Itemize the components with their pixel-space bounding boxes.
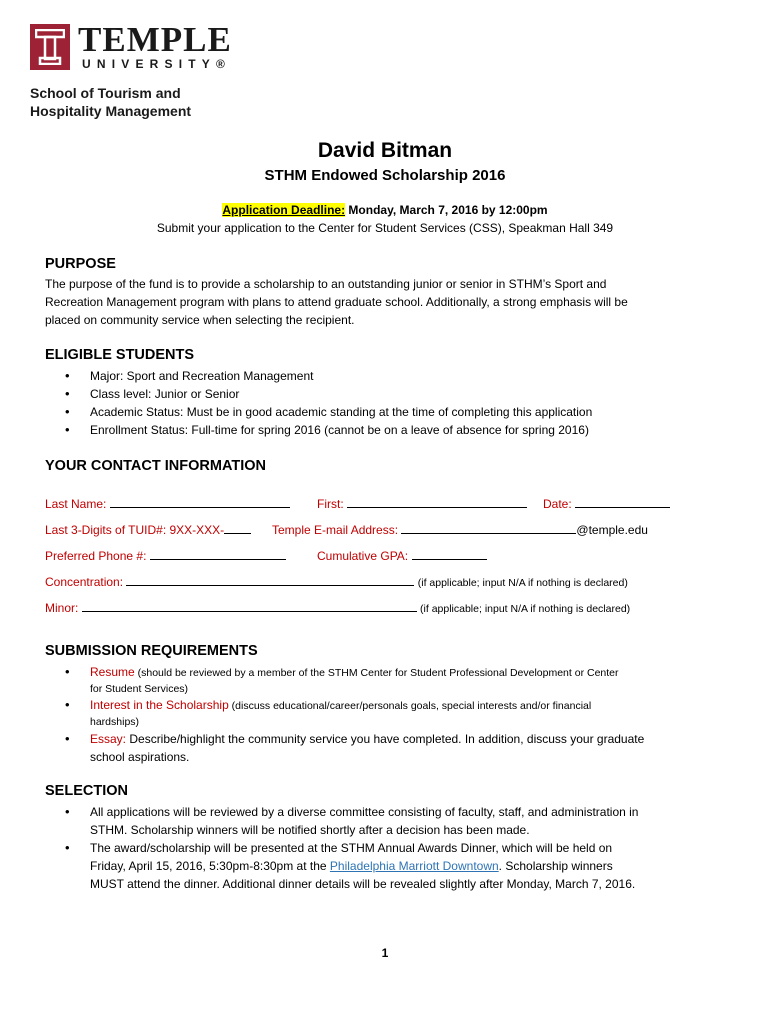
purpose-line: Recreation Management program with plans to attend graduate school. Additionally, a strong emphasis will be — [45, 295, 628, 309]
phone-label: Preferred Phone #: — [45, 549, 147, 563]
purpose-text — [45, 275, 725, 329]
tuid-line[interactable] — [224, 521, 251, 534]
selection-text-cont: STHM. Scholarship winners will be notified shortly after a decision has been made. — [90, 823, 530, 837]
concentration-note: (if applicable; input N/A if nothing is declared) — [417, 577, 628, 589]
selection-text: The award/scholarship will be presented at the STHM Annual Awards Dinner, which will be held on — [90, 841, 613, 855]
minor-field[interactable] — [45, 599, 630, 617]
list-item — [45, 803, 695, 839]
list-item: • Academic Status: Must be in good academic standing at the time of completing this application — [45, 403, 695, 421]
gpa-field[interactable] — [317, 547, 487, 564]
list-item: • Class level: Junior or Senior — [45, 385, 695, 403]
list-item — [45, 697, 695, 730]
first-name-field[interactable] — [317, 495, 527, 512]
resume-text-cont: for Student Services) — [90, 683, 189, 695]
phone-line[interactable] — [150, 547, 286, 560]
logo-university: UNIVERSITY® — [82, 57, 232, 71]
selection-text: All applications will be reviewed by a diverse committee consisting of faculty, staff, and administration in — [90, 805, 639, 819]
gpa-label: Cumulative GPA: — [317, 549, 409, 563]
submission-list — [45, 664, 695, 766]
school-line-2: Hospitality Management — [30, 103, 192, 119]
logo-wordmark: TEMPLE — [78, 20, 232, 59]
submission-location: Submit your application to the Center for Student Services (CSS), Speakman Hall 349 — [156, 221, 614, 235]
deadline-value: Monday, March 7, 2016 by 12:00pm — [345, 203, 548, 217]
first-name-line[interactable] — [347, 495, 527, 508]
concentration-field[interactable] — [45, 573, 628, 591]
concentration-line[interactable] — [126, 573, 414, 586]
eligible-list — [45, 367, 695, 439]
purpose-line: The purpose of the fund is to provide a scholarship to an outstanding junior or senior in STHM’s Sport and — [45, 277, 607, 291]
date-field[interactable] — [543, 495, 670, 512]
last-name-field[interactable] — [45, 495, 290, 512]
email-suffix: @temple.edu — [576, 523, 648, 537]
selection-heading: SELECTION — [45, 783, 128, 799]
minor-note: (if applicable; input N/A if nothing is declared) — [420, 603, 631, 615]
email-field[interactable] — [272, 521, 648, 538]
tuid-label: Last 3-Digits of TUID#: 9XX-XXX- — [45, 523, 225, 537]
resume-label: Resume — [90, 665, 135, 679]
essay-label: Essay: — [90, 732, 127, 746]
date-line[interactable] — [575, 495, 670, 508]
selection-text-cont: . Scholarship winners — [498, 859, 613, 873]
list-item — [45, 664, 695, 697]
minor-line[interactable] — [82, 599, 417, 612]
scholarship-title: STHM Endowed Scholarship 2016 — [264, 167, 506, 184]
selection-text-cont: Friday, April 15, 2016, 5:30pm-8:30pm at the — [90, 859, 330, 873]
email-line[interactable] — [401, 521, 576, 534]
date-label: Date: — [543, 497, 572, 511]
purpose-heading: PURPOSE — [45, 256, 116, 272]
eligible-heading: ELIGIBLE STUDENTS — [45, 347, 195, 363]
last-name-line[interactable] — [110, 495, 290, 508]
application-deadline — [0, 203, 770, 217]
gpa-line[interactable] — [412, 547, 487, 560]
page-number: 1 — [381, 946, 389, 960]
selection-list — [45, 803, 695, 893]
scholarship-donor-name: David Bitman — [317, 139, 453, 162]
list-item: • Enrollment Status: Full-time for spring 2016 (cannot be on a leave of absence for spring 2016) — [45, 421, 695, 439]
purpose-line: placed on community service when selecting the recipient. — [45, 313, 355, 327]
tuid-field[interactable] — [45, 521, 251, 538]
marriott-link[interactable]: Philadelphia Marriott Downtown — [329, 859, 499, 873]
contact-heading: YOUR CONTACT INFORMATION — [45, 458, 266, 474]
phone-field[interactable] — [45, 547, 286, 564]
list-item: • Major: Sport and Recreation Management — [45, 367, 695, 385]
last-name-label: Last Name: — [45, 497, 107, 511]
temple-t-icon — [30, 24, 70, 70]
deadline-label: Application Deadline: — [222, 203, 346, 217]
interest-label: Interest in the Scholarship — [90, 698, 229, 712]
first-name-label: First: — [317, 497, 344, 511]
selection-text-cont: MUST attend the dinner. Additional dinner details will be revealed slightly after Monday, March 7, 2016. — [90, 877, 636, 891]
list-item — [45, 730, 695, 766]
minor-label: Minor: — [45, 601, 79, 615]
interest-text: (discuss educational/career/personals goals, special interests and/or financial — [228, 700, 592, 712]
concentration-label: Concentration: — [45, 575, 124, 589]
essay-text-cont: school aspirations. — [90, 750, 190, 764]
list-item — [45, 839, 695, 893]
school-name — [30, 84, 191, 120]
email-label: Temple E-mail Address: — [272, 523, 399, 537]
submission-heading: SUBMISSION REQUIREMENTS — [45, 643, 258, 659]
resume-text: (should be reviewed by a member of the STHM Center for Student Professional Development or Center — [134, 667, 619, 679]
essay-text: Describe/highlight the community service you have completed. In addition, discuss your graduate — [126, 732, 645, 746]
interest-text-cont: hardships) — [90, 716, 140, 728]
school-line-1: School of Tourism and — [30, 85, 181, 101]
temple-logo — [30, 20, 250, 74]
